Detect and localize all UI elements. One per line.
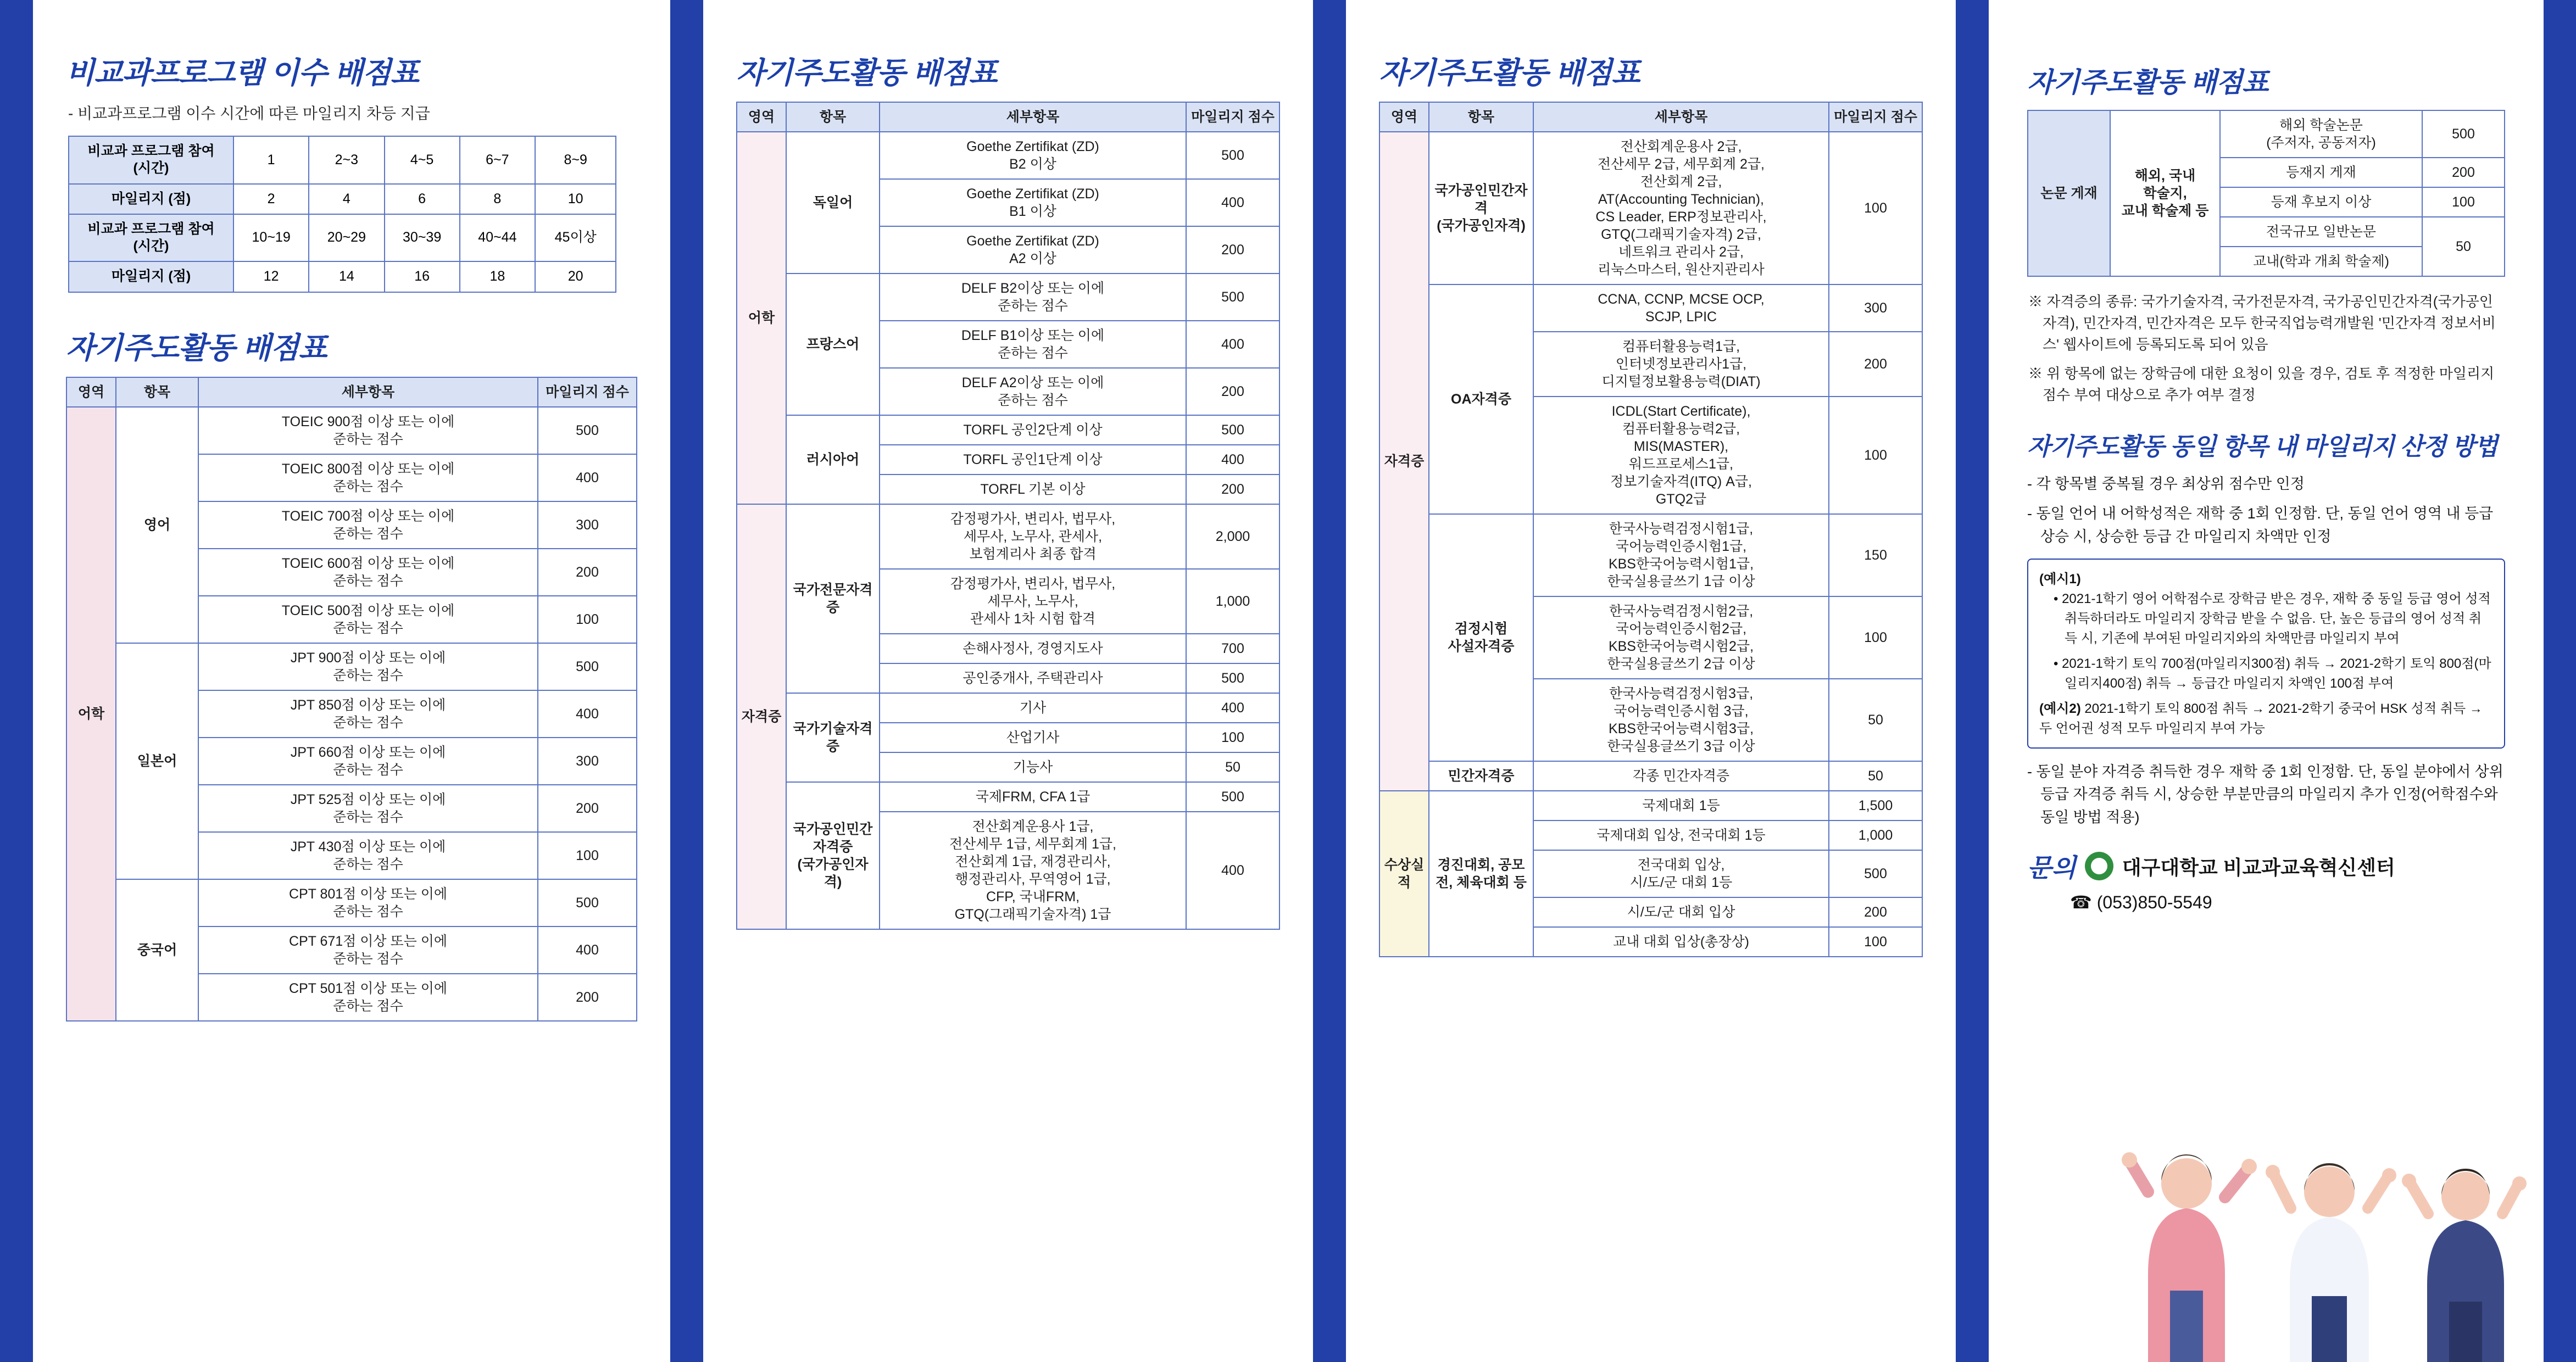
score-cell: 200	[538, 785, 637, 832]
detail-cell: 한국사능력검정시험2급, 국어능력인증시험2급, KBS한국어능력시험2급, 한국실용글쓰기 2급 이상	[1533, 596, 1829, 679]
cell: 4	[309, 184, 384, 214]
detail-cell: Goethe Zertifikat (ZD) B1 이상	[880, 179, 1186, 226]
table-row	[69, 136, 616, 184]
cell: 30~39	[385, 214, 460, 262]
score-cell: 700	[1186, 634, 1279, 663]
item-cell: 일본어	[116, 643, 198, 879]
cell: 6~7	[460, 136, 535, 184]
panel4-title: 자기주도활동 배점표	[2027, 67, 2268, 98]
detail-cell: 기사	[880, 693, 1186, 723]
col-detail: 세부항목	[880, 102, 1186, 132]
item-cell: 독일어	[786, 132, 880, 273]
score-cell: 50	[1829, 761, 1922, 791]
score-cell: 400	[1186, 321, 1279, 368]
detail-cell: JPT 660점 이상 또는 이에 준하는 점수	[198, 738, 538, 785]
cell: 10~19	[233, 214, 309, 262]
col-detail: 세부항목	[198, 377, 538, 407]
col-item: 항목	[116, 377, 198, 407]
score-cell: 500	[2422, 110, 2505, 158]
item-cell: 러시아어	[786, 415, 880, 504]
detail-cell: 국제대회 1등	[1533, 791, 1829, 820]
detail-cell: CPT 801점 이상 또는 이에 준하는 점수	[198, 879, 538, 926]
score-cell: 300	[538, 501, 637, 549]
col-score: 마일리지 점수	[538, 377, 637, 407]
score-cell: 200	[538, 974, 637, 1021]
detail-cell: CCNA, CCNP, MCSE OCP, SCJP, LPIC	[1533, 284, 1829, 332]
score-cell: 1,000	[1829, 820, 1922, 850]
detail-cell: TORFL 기본 이상	[880, 475, 1186, 504]
detail-cell: Goethe Zertifikat (ZD) A2 이상	[880, 226, 1186, 273]
score-cell: 500	[1186, 782, 1279, 812]
table-row	[737, 273, 1279, 321]
score-cell: 200	[1829, 332, 1922, 397]
detail-cell: TOEIC 900점 이상 또는 이에 준하는 점수	[198, 407, 538, 454]
detail-cell: 해외 학술논문 (주저자, 공동저자)	[2220, 110, 2422, 158]
score-cell: 100	[2422, 187, 2505, 217]
cell: 20~29	[309, 214, 384, 262]
panel-3	[1346, 0, 1956, 1362]
panel2-title: 자기주도활동 배점표	[736, 57, 997, 90]
cell: 8~9	[535, 136, 616, 184]
table-row	[1379, 514, 1922, 596]
ex2-text: 2021-1학기 토익 800점 취득 → 2021-2학기 중국어 HSK 성적 취득 → 두 언어권 성적 모두 마일리지 부여 가능	[2039, 701, 2483, 736]
score-cell: 200	[1186, 475, 1279, 504]
contact-title: 문의	[2027, 853, 2076, 883]
detail-cell: JPT 430점 이상 또는 이에 준하는 점수	[198, 832, 538, 879]
score-cell: 200	[1829, 897, 1922, 927]
score-cell: 50	[2422, 217, 2505, 276]
table-row	[66, 879, 637, 926]
cell: 40~44	[460, 214, 535, 262]
detail-cell: 기능사	[880, 752, 1186, 782]
note-2: ※ 위 항목에 없는 장학금에 대한 요청이 있을 경우, 검토 후 적정한 마일리지 점수 부여 대상으로 추가 여부 결정	[2028, 365, 2495, 403]
bullet-top-2: - 동일 언어 내 어학성적은 재학 중 1회 인정함. 단, 동일 언어 영역 내 등급 상승 시, 상승한 등급 간 마일리지 차액만 인정	[2027, 505, 2494, 545]
cell: 20	[535, 261, 616, 292]
detail-cell: 손해사정사, 경영지도사	[880, 634, 1186, 663]
col-area: 영역	[66, 377, 116, 407]
score-cell: 400	[1186, 179, 1279, 226]
panel4-bullets-bottom	[2027, 761, 2505, 830]
students-illustration	[2110, 1126, 2527, 1362]
table-row	[66, 407, 637, 454]
detail-cell: 교내 대회 입상(총장상)	[1533, 927, 1829, 957]
detail-cell: ICDL(Start Certificate), 컴퓨터활용능력2급, MIS(MASTER), 워드프로세스1급, 정보기술자격(ITQ) A급, GTQ2급	[1533, 397, 1829, 514]
bullet-bottom-1: - 동일 분야 자격증 취득한 경우 재학 중 1회 인정함. 단, 동일 분야에서 상위 등급 자격증 취득 시, 상승한 부분만큼의 마일리지 추가 인정(어학점수와 동일 방법 적용)	[2027, 763, 2503, 826]
panel3-score-table	[1379, 102, 1923, 957]
score-cell: 400	[1186, 812, 1279, 929]
cell: 2~3	[309, 136, 384, 184]
table-row	[1379, 761, 1922, 791]
score-cell: 100	[538, 832, 637, 879]
table-row	[737, 693, 1279, 723]
note-1: ※ 자격증의 종류: 국가기술자격, 국가전문자격, 국가공인민간자격(국가공인자격), 민간자격, 민간자격은 모두 한국직업능력개발원 '민간자격 정보서비스' 웹사이트에 등록되도록 되어 있음	[2028, 293, 2496, 353]
score-cell: 500	[1829, 850, 1922, 897]
bullet-top-1: - 각 항목별 중복될 경우 최상위 점수만 인정	[2027, 476, 2305, 492]
panel2-score-table	[736, 102, 1280, 930]
score-cell: 500	[1186, 415, 1279, 445]
detail-cell: 공인중개사, 주택관리사	[880, 663, 1186, 693]
col-item: 항목	[786, 102, 880, 132]
panel4-paper-table	[2027, 110, 2505, 277]
item-cell: 민간자격증	[1429, 761, 1533, 791]
detail-cell: 전국대회 입상, 시/도/군 대회 1등	[1533, 850, 1829, 897]
item-cell: 국가공인민간자격증 (국가공인자격)	[786, 782, 880, 929]
score-cell: 50	[1829, 679, 1922, 761]
table-row	[1379, 791, 1922, 820]
table-row	[737, 782, 1279, 812]
table-row	[1379, 284, 1922, 332]
area-cell: 어학	[737, 132, 786, 504]
score-cell: 500	[538, 643, 637, 690]
panel1-subnote: - 비교과프로그램 이수 시간에 따른 마일리지 차등 지급	[68, 105, 430, 122]
university-logo-icon	[2085, 852, 2113, 880]
score-cell: 1,000	[1186, 569, 1279, 634]
detail-cell: 각종 민간자격증	[1533, 761, 1829, 791]
score-cell: 500	[538, 407, 637, 454]
cell: 2	[233, 184, 309, 214]
detail-cell: 등재지 게재	[2220, 158, 2422, 187]
item-cell: 중국어	[116, 879, 198, 1021]
score-cell: 200	[1186, 368, 1279, 415]
mileage-hours-table	[68, 136, 616, 293]
item-cell: 검정시험 사설자격증	[1429, 514, 1533, 761]
cell: 12	[233, 261, 309, 292]
table-row	[2028, 110, 2505, 158]
cell: 10	[535, 184, 616, 214]
cell: 18	[460, 261, 535, 292]
score-cell: 400	[1186, 693, 1279, 723]
cell: 6	[385, 184, 460, 214]
area-cell: 어학	[66, 407, 116, 1021]
area-cell: 자격증	[1379, 132, 1429, 791]
detail-cell: 전국규모 일반논문	[2220, 217, 2422, 247]
area-cell: 자격증	[737, 504, 786, 929]
score-cell: 500	[1186, 132, 1279, 179]
cell: 16	[385, 261, 460, 292]
table-row	[69, 184, 616, 214]
col-detail: 세부항목	[1533, 102, 1829, 132]
detail-cell: DELF B1이상 또는 이에 준하는 점수	[880, 321, 1186, 368]
cell: 45이상	[535, 214, 616, 262]
detail-cell: TOEIC 800점 이상 또는 이에 준하는 점수	[198, 454, 538, 501]
table-row	[737, 132, 1279, 179]
row-header: 비교과 프로그램 참여 (시간)	[69, 136, 233, 184]
col-score: 마일리지 점수	[1829, 102, 1922, 132]
detail-cell: JPT 525점 이상 또는 이에 준하는 점수	[198, 785, 538, 832]
score-cell: 400	[538, 926, 637, 974]
score-cell: 300	[538, 738, 637, 785]
score-cell: 50	[1186, 752, 1279, 782]
contact-phone: ☎ (053)850-5549	[2070, 892, 2212, 913]
panel1-title: 비교과프로그램 이수 배점표	[66, 57, 419, 90]
row-header: 비교과 프로그램 참여 (시간)	[69, 214, 233, 262]
detail-cell: 전산회계운용사 2급, 전산세무 2급, 세무회계 2급, 전산회계 2급, AT(Accounting Technician), CS Leader, ERP정보관리사, GTQ(그래픽기술자격) 2급, 네트워크 관리사 2급, 리눅스마스터, 원산지관리사	[1533, 132, 1829, 284]
detail-cell: 산업기사	[880, 723, 1186, 752]
score-cell: 500	[1186, 273, 1279, 321]
score-cell: 100	[1829, 927, 1922, 957]
panel4-title2: 자기주도활동 동일 항목 내 마일리지 산정 방법	[2027, 433, 2497, 460]
col-area: 영역	[1379, 102, 1429, 132]
score-cell: 100	[1186, 723, 1279, 752]
item-cell: 국가기술자격증	[786, 693, 880, 782]
contact-name: 대구대학교 비교과교육혁신센터	[2122, 856, 2395, 879]
score-cell: 400	[538, 690, 637, 738]
item-cell: 경진대회, 공모 전, 체육대회 등	[1429, 791, 1533, 957]
detail-cell: 전산회계운용사 1급, 전산세무 1급, 세무회계 1급, 전산회계 1급, 재경관리사, 행정관리사, 무역영어 1급, CFP, 국내FRM, GTQ(그래픽기술자격) 1급	[880, 812, 1186, 929]
cell: 1	[233, 136, 309, 184]
detail-cell: 국제FRM, CFA 1급	[880, 782, 1186, 812]
panel-2	[703, 0, 1313, 1362]
score-cell: 500	[1186, 663, 1279, 693]
detail-cell: TORFL 공인2단계 이상	[880, 415, 1186, 445]
item-cell: 국가전문자격증	[786, 504, 880, 693]
item-cell: 해외, 국내 학술지, 교내 학술제 등	[2110, 110, 2220, 276]
cell: 14	[309, 261, 384, 292]
area-cell: 수상실적	[1379, 791, 1429, 957]
score-cell: 200	[538, 549, 637, 596]
score-cell: 150	[1829, 514, 1922, 596]
col-area: 영역	[737, 102, 786, 132]
item-cell: 국가공인민간자격 (국가공인자격)	[1429, 132, 1533, 284]
table-row	[69, 261, 616, 292]
col-score: 마일리지 점수	[1186, 102, 1279, 132]
detail-cell: TOEIC 500점 이상 또는 이에 준하는 점수	[198, 596, 538, 643]
detail-cell: 한국사능력검정시험1급, 국어능력인증시험1급, KBS한국어능력시험1급, 한국실용글쓰기 1급 이상	[1533, 514, 1829, 596]
detail-cell: JPT 900점 이상 또는 이에 준하는 점수	[198, 643, 538, 690]
ex1-label: (예시1)	[2039, 571, 2081, 587]
table-row	[69, 214, 616, 262]
detail-cell: JPT 850점 이상 또는 이에 준하는 점수	[198, 690, 538, 738]
panel3-title: 자기주도활동 배점표	[1379, 57, 1640, 90]
score-cell: 100	[1829, 132, 1922, 284]
row-header: 마일리지 (점)	[69, 184, 233, 214]
detail-cell: CPT 671점 이상 또는 이에 준하는 점수	[198, 926, 538, 974]
ex2-label: (예시2)	[2039, 701, 2081, 716]
ex1-item-2: • 2021-1학기 토익 700점(마일리지300점) 취득 → 2021-2학기 토익 800점(마일리지400점) 취득 → 등급간 마일리지 차액인 100점 부여	[2054, 656, 2491, 691]
detail-cell: Goethe Zertifikat (ZD) B2 이상	[880, 132, 1186, 179]
detail-cell: 감정평가사, 변리사, 법무사, 세무사, 노무사, 관세사, 보험계리사 최종 합격	[880, 504, 1186, 569]
detail-cell: CPT 501점 이상 또는 이에 준하는 점수	[198, 974, 538, 1021]
score-cell: 400	[1186, 445, 1279, 475]
score-cell: 1,500	[1829, 791, 1922, 820]
score-cell: 400	[538, 454, 637, 501]
ex1-item-1: • 2021-1학기 영어 어학점수로 장학금 받은 경우, 재학 중 동일 등급 영어 성적 취득하더라도 마일리지 장학금 받을 수 없음. 단, 높은 등급의 영어 성적 취득 시, 기존에 부여된 마일리지와의 차액만큼 마일리지 부여	[2054, 591, 2491, 646]
area-cell: 논문 게재	[2028, 110, 2110, 276]
score-cell: 100	[1829, 596, 1922, 679]
detail-cell: TOEIC 700점 이상 또는 이에 준하는 점수	[198, 501, 538, 549]
detail-cell: 감정평가사, 변리사, 법무사, 세무사, 노무사, 관세사 1차 시험 합격	[880, 569, 1186, 634]
col-item: 항목	[1429, 102, 1533, 132]
item-cell: 프랑스어	[786, 273, 880, 415]
table-row	[1379, 132, 1922, 284]
score-cell: 200	[2422, 158, 2505, 187]
detail-cell: 한국사능력검정시험3급, 국어능력인증시험 3급, KBS한국어능력시험3급, 한국실용글쓰기 3급 이상	[1533, 679, 1829, 761]
row-header: 마일리지 (점)	[69, 261, 233, 292]
detail-cell: 컴퓨터활용능력1급, 인터넷정보관리사1급, 디지털정보활용능력(DIAT)	[1533, 332, 1829, 397]
table-row	[66, 643, 637, 690]
detail-cell: TOEIC 600점 이상 또는 이에 준하는 점수	[198, 549, 538, 596]
score-cell: 200	[1186, 226, 1279, 273]
detail-cell: 시/도/군 대회 입상	[1533, 897, 1829, 927]
item-cell: 영어	[116, 407, 198, 643]
panel1-score-table	[66, 377, 637, 1022]
score-cell: 500	[538, 879, 637, 926]
detail-cell: 교내(학과 개최 학술제)	[2220, 247, 2422, 276]
detail-cell: 등재 후보지 이상	[2220, 187, 2422, 217]
score-cell: 100	[1829, 397, 1922, 514]
cell: 4~5	[385, 136, 460, 184]
detail-cell: DELF B2이상 또는 이에 준하는 점수	[880, 273, 1186, 321]
score-cell: 100	[538, 596, 637, 643]
detail-cell: TORFL 공인1단계 이상	[880, 445, 1186, 475]
score-cell: 300	[1829, 284, 1922, 332]
item-cell: OA자격증	[1429, 284, 1533, 514]
score-cell: 2,000	[1186, 504, 1279, 569]
panel1-title2: 자기주도활동 배점표	[66, 331, 327, 365]
detail-cell: 국제대회 입상, 전국대회 1등	[1533, 820, 1829, 850]
example-box	[2027, 559, 2505, 749]
panel-1	[33, 0, 670, 1362]
detail-cell: DELF A2이상 또는 이에 준하는 점수	[880, 368, 1186, 415]
table-row	[737, 415, 1279, 445]
contact-block	[2027, 848, 2505, 884]
table-row	[737, 504, 1279, 569]
panel4-notes	[2028, 291, 2505, 406]
panel4-bullets-top	[2027, 473, 2505, 549]
cell: 8	[460, 184, 535, 214]
panel-4	[1989, 0, 2544, 1362]
